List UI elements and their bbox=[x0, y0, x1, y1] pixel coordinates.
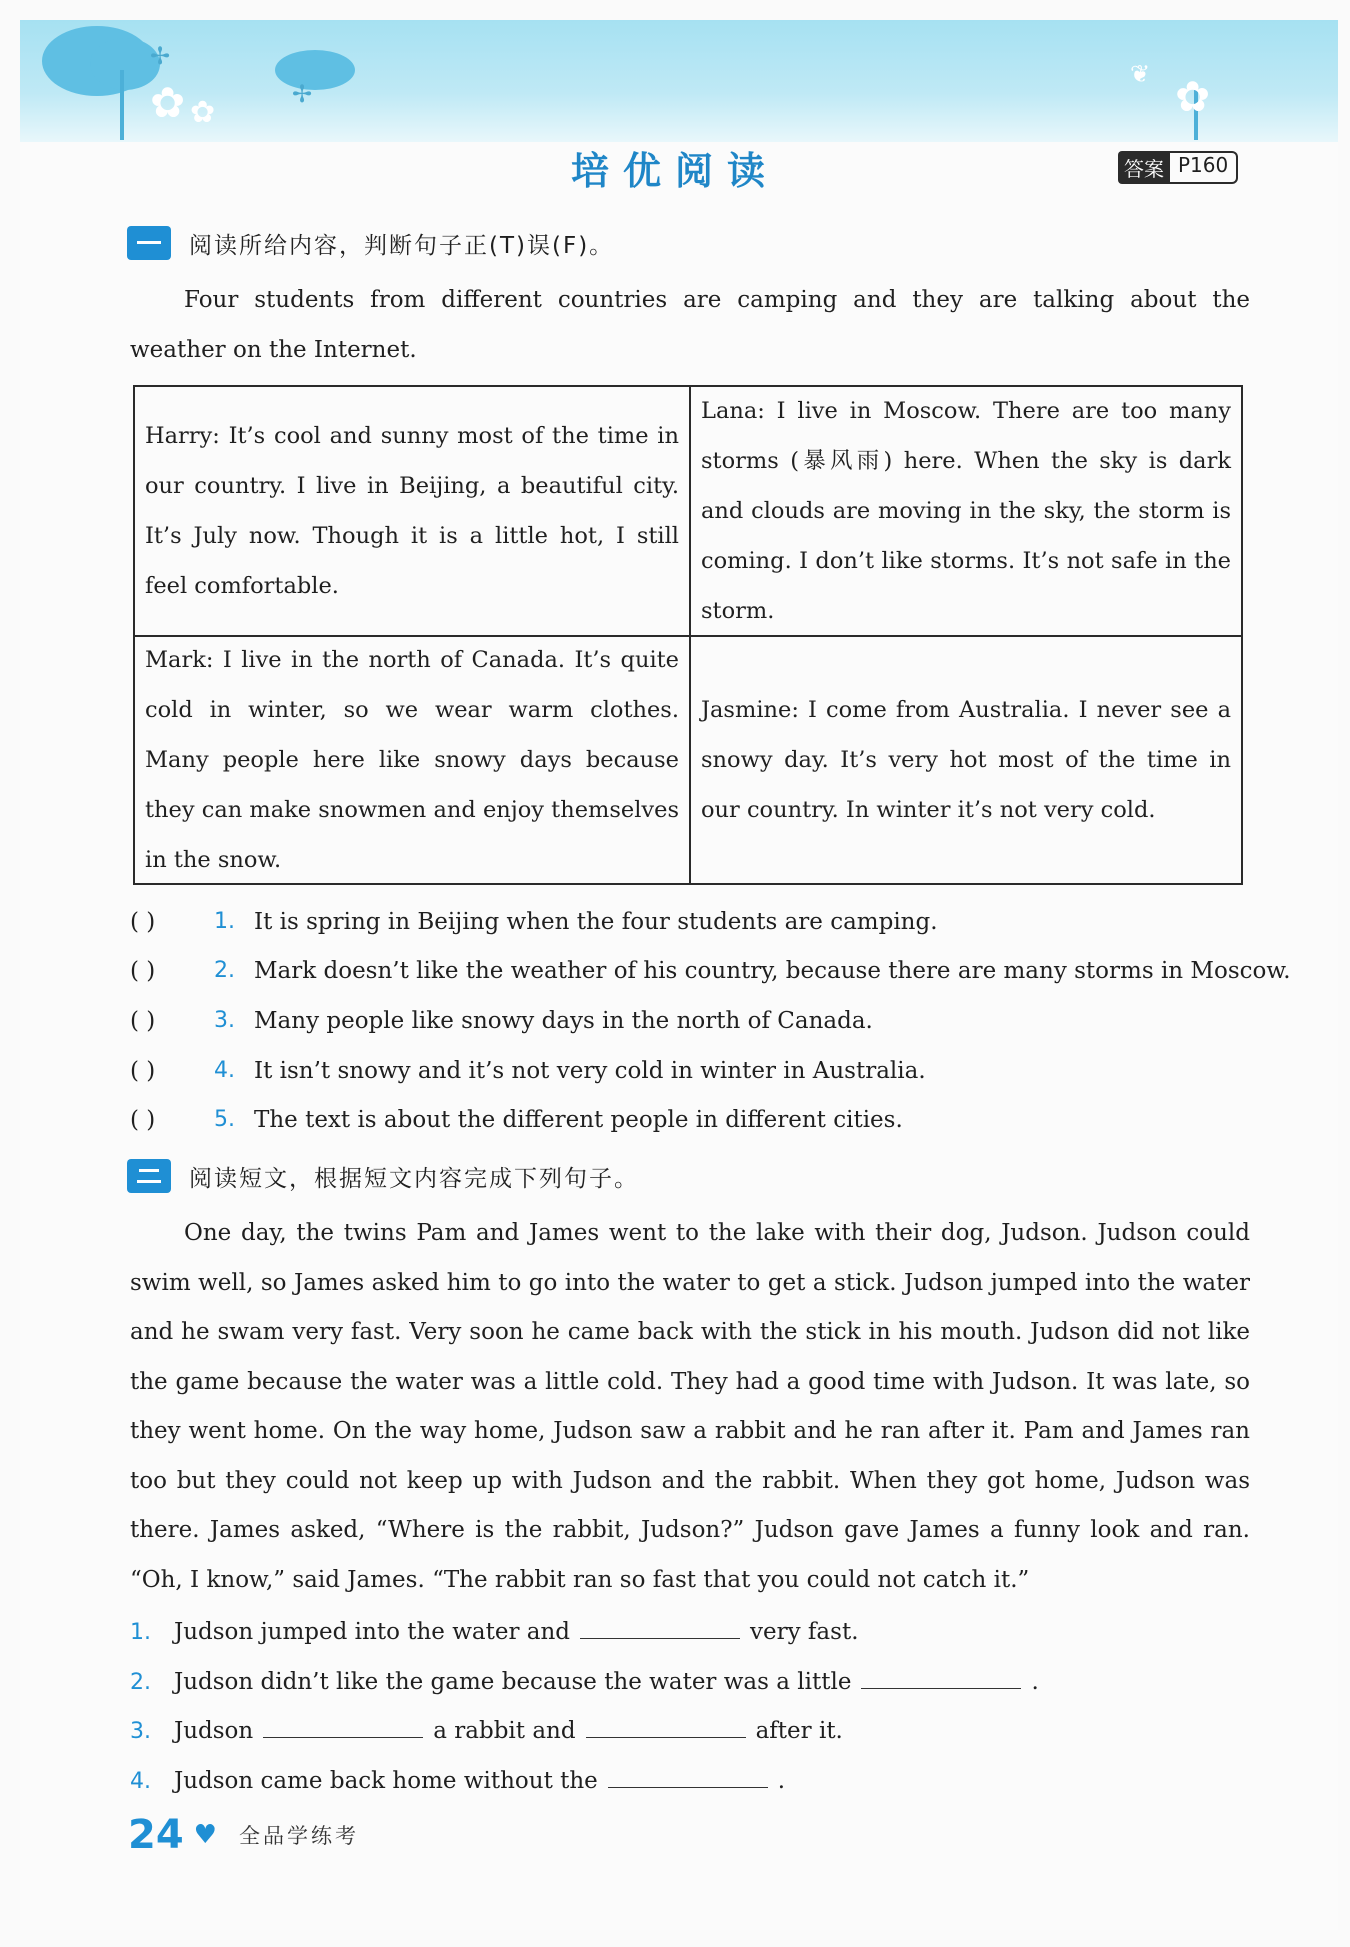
section-1-badge bbox=[127, 226, 171, 260]
item-text: Judson jumped into the water and bbox=[174, 1619, 571, 1645]
dragonfly-icon: ✢ bbox=[292, 80, 313, 108]
answer-label: 答案 bbox=[1118, 151, 1170, 184]
item-number: 1. bbox=[130, 1620, 151, 1645]
leaf-icon: ♥ bbox=[193, 1820, 217, 1850]
jasmine-text: Jasmine: I come from Australia. I never see a snowy day. It’s very hot most of the time in our country. In winter it’s not very cold. bbox=[701, 697, 1231, 823]
question-number: 4. bbox=[214, 1058, 235, 1083]
page-footer bbox=[128, 1812, 359, 1858]
item-text: . bbox=[777, 1768, 786, 1794]
flower-icon: ✿ bbox=[190, 95, 216, 130]
question-text: It isn’t snowy and it’s not very cold in winter in Australia. bbox=[254, 1058, 926, 1084]
fill-item bbox=[130, 1711, 843, 1751]
mark-text: Mark: I live in the north of Canada. It’s quite cold in winter, so we wear warm clothes. Many people here like snowy days because they can make snowmen and enjoy themselves in the snow. bbox=[145, 647, 679, 873]
section-2-heading bbox=[127, 1159, 639, 1193]
table-cell-jasmine bbox=[691, 637, 1241, 883]
item-text: Judson didn’t like the game because the water was a little bbox=[174, 1669, 852, 1695]
answer-blank[interactable]: ( ) bbox=[130, 909, 156, 935]
dragonfly-icon: ✢ bbox=[150, 42, 171, 70]
question-number: 3. bbox=[214, 1008, 235, 1033]
section-1-intro bbox=[130, 276, 1250, 375]
flower-icon: ✿ bbox=[150, 78, 186, 127]
lana-text: Lana: I live in Moscow. There are too many storms (暴风雨) here. When the sky is dark and clouds are moving in the sky, the storm is coming. I don’t like storms. It’s not safe in the storm. bbox=[701, 398, 1231, 624]
cloud-icon bbox=[275, 50, 355, 90]
answer-blank[interactable]: ( ) bbox=[130, 1008, 156, 1034]
item-number: 3. bbox=[130, 1719, 151, 1744]
item-text: a rabbit and bbox=[433, 1718, 576, 1744]
weather-table bbox=[133, 385, 1243, 885]
table-cell-mark bbox=[135, 637, 689, 883]
answer-blank[interactable] bbox=[263, 1711, 423, 1738]
question-item bbox=[130, 951, 1291, 991]
question-number: 5. bbox=[214, 1107, 235, 1132]
section-2-badge bbox=[127, 1159, 171, 1193]
section-2-instruction: 阅读短文，根据短文内容完成下列句子。 bbox=[189, 1165, 639, 1192]
table-cell-harry bbox=[135, 387, 689, 635]
answer-reference bbox=[1118, 151, 1238, 184]
answer-blank[interactable] bbox=[580, 1612, 740, 1639]
question-text: It is spring in Beijing when the four students are camping. bbox=[254, 909, 938, 935]
item-text: Judson bbox=[174, 1718, 254, 1744]
header-banner bbox=[20, 20, 1338, 142]
question-item bbox=[130, 1051, 926, 1091]
table-cell-lana bbox=[691, 387, 1241, 635]
answer-blank[interactable] bbox=[608, 1761, 768, 1788]
badge-stroke bbox=[137, 1180, 161, 1183]
flower-icon: ✿ bbox=[1175, 72, 1211, 121]
section-2-passage bbox=[130, 1209, 1250, 1605]
item-text: after it. bbox=[755, 1718, 843, 1744]
item-text: very fast. bbox=[750, 1619, 859, 1645]
answer-blank[interactable] bbox=[586, 1711, 746, 1738]
question-item bbox=[130, 1100, 903, 1140]
item-text: . bbox=[1031, 1669, 1039, 1695]
answer-page: P160 bbox=[1170, 151, 1238, 184]
answer-blank[interactable]: ( ) bbox=[130, 1107, 156, 1133]
question-text: Mark doesn’t like the weather of his country, because there are many storms in Moscow. bbox=[254, 958, 1291, 984]
harry-text: Harry: It’s cool and sunny most of the time in our country. I live in Beijing, a beautiful city. It’s July now. Though it is a little hot, I still feel comfortable. bbox=[145, 423, 679, 599]
fill-item bbox=[130, 1761, 785, 1801]
page-title: 培优阅读 bbox=[570, 149, 779, 193]
question-item bbox=[130, 1001, 873, 1041]
flower-stem-icon bbox=[120, 70, 124, 140]
question-text: Many people like snowy days in the north of Canada. bbox=[254, 1008, 873, 1034]
item-text: Judson came back home without the bbox=[174, 1768, 598, 1794]
answer-blank[interactable]: ( ) bbox=[130, 958, 156, 984]
butterfly-icon: ❦ bbox=[1130, 60, 1151, 88]
passage-text: One day, the twins Pam and James went to the lake with their dog, Judson. Judson could swim well, so James asked him to go into the water to get a stick. Judson jumped into the water and he swam very fast. Very soon he came back with the stick in his mouth. Judson did not like the game because the water was a little cold. They had a good time with Judson. It was late, so they went home. On the way home, Judson saw a rabbit and he ran after it. Pam and James ran too but they could not keep up with Judson and the rabbit. When they got home, Judson was there. James asked, “Where is the rabbit, Judson?” Judson gave James a funny look and ran. “Oh, I know,” said James. “The rabbit ran so fast that you could not catch it.” bbox=[130, 1220, 1250, 1593]
page-number: 24 bbox=[128, 1812, 184, 1858]
item-number: 4. bbox=[130, 1769, 151, 1794]
item-number: 2. bbox=[130, 1670, 151, 1695]
question-number: 1. bbox=[214, 909, 235, 934]
question-item bbox=[130, 902, 938, 942]
badge-stroke bbox=[137, 241, 161, 244]
section-1-heading bbox=[127, 226, 614, 260]
answer-blank[interactable] bbox=[861, 1662, 1021, 1689]
section-1-instruction: 阅读所给内容，判断句子正(T)误(F)。 bbox=[189, 232, 615, 259]
fill-item bbox=[130, 1662, 1039, 1702]
question-number: 2. bbox=[214, 958, 235, 983]
fill-item bbox=[130, 1612, 859, 1652]
brand-name: 全品学练考 bbox=[238, 1824, 359, 1848]
intro-text: Four students from different countries are camping and they are talking about the weather on the Internet. bbox=[130, 287, 1250, 363]
question-text: The text is about the different people in different cities. bbox=[254, 1107, 903, 1133]
answer-blank[interactable]: ( ) bbox=[130, 1058, 156, 1084]
badge-stroke bbox=[139, 1169, 159, 1172]
